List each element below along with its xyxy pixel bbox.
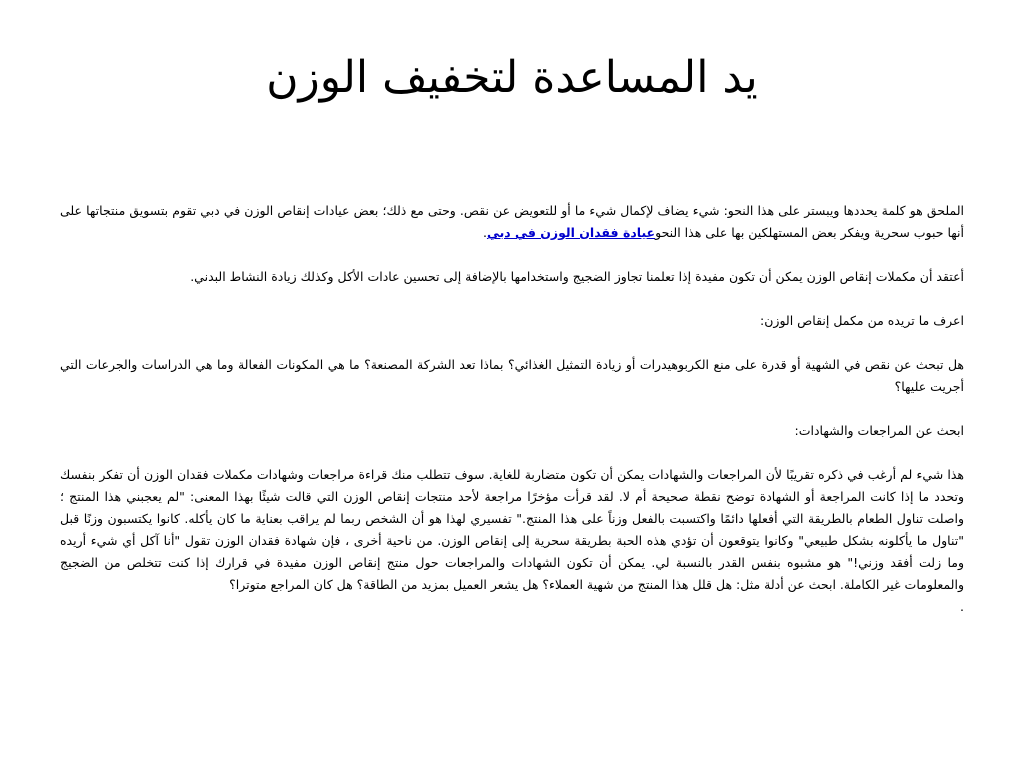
- article-body: [60, 200, 964, 618]
- paragraph-questions: هل تبحث عن نقص في الشهية أو قدرة على منع الكربوهيدرات أو زيادة التمثيل الغذائي؟ بماذا تعد الشركة المصنعة؟ ما هي المكونات الفعالة وما هي الدراسات والجرعات التي أجريت عليها؟: [60, 357, 964, 394]
- paragraph-trailing-dot: .: [960, 599, 964, 614]
- paragraph-end: .: [482, 225, 487, 240]
- paragraph-text: الملحق هو كلمة يحددها ويبستر على هذا النحو: شيء يضاف لإكمال شيء ما أو للتعويض عن نقص. وحتى مع ذلك؛ بعض عيادات إنقاص الوزن في دبي تقوم بتسويق منتجاتها على أنها حبوب سحرية ويفكر بعض المستهلكين بها على هذا النحو: [60, 203, 964, 240]
- heading-know-what-you-want: اعرف ما تريده من مكمل إنقاص الوزن:: [760, 313, 964, 328]
- heading-reviews-testimonials: ابحث عن المراجعات والشهادات:: [794, 423, 964, 438]
- page-title: يد المساعدة لتخفيف الوزن: [266, 52, 758, 103]
- weight-loss-clinic-link[interactable]: عيادة فقدان الوزن في دبي: [486, 225, 656, 240]
- paragraph-supplement-definition: [60, 200, 964, 244]
- paragraph-reviews: هذا شيء لم أرغب في ذكره تقريبًا لأن المراجعات والشهادات يمكن أن تكون متضاربة للغاية. سوف تتطلب منك قراءة مراجعات وشهادات مكملات فقدان الوزن أن تفكر بنفسك وتحدد ما إذا كانت المراجعة أو الشهادة توضح نقطة صحيحة أم لا. لقد قرأت مؤخرًا مراجعة لأحد منتجات إنقاص الوزن التي قالت شيئًا بهذا المعنى: "لم يعجبني هذا المنتج ؛ واصلت تناول الطعام بالطريقة التي أفعلها دائمًا واكتسبت بالفعل وزناً على هذا المنتج." تفسيري لهذا هو أن الشخص ربما لم يراقب بعناية ما كان يأكله. كانوا يكتسبون وزنًا قبل "تناول ما يأكلونه بشكل طبيعي" وكانوا يتوقعون أن تؤدي هذه الحبة بطريقة سحرية إلى إنقاص الوزن. من ناحية أخرى ، فإن شهادة فقدان الوزن تقول "أنا آكل أي شيء أريده وما زلت أفقد وزني!" هو مشبوه بنفس القدر بالنسبة لي. يمكن أن تكون الشهادات والمراجعات حول منتج إنقاص الوزن مفيدة في قرارك إذا كنت تتخلص من الضجيج والمعلومات غير الكاملة. ابحث عن أدلة مثل: هل قلل هذا المنتج من شهية العملاء؟ هل يشعر العميل بمزيد من الطاقة؟ هل كان المراجع متوترا؟: [60, 467, 964, 592]
- paragraph-supplement-benefit: أعتقد أن مكملات إنقاص الوزن يمكن أن تكون مفيدة إذا تعلمنا تجاوز الضجيج واستخدامها بالإضافة إلى تحسين عادات الأكل وكذلك زيادة النشاط البدني.: [190, 269, 964, 284]
